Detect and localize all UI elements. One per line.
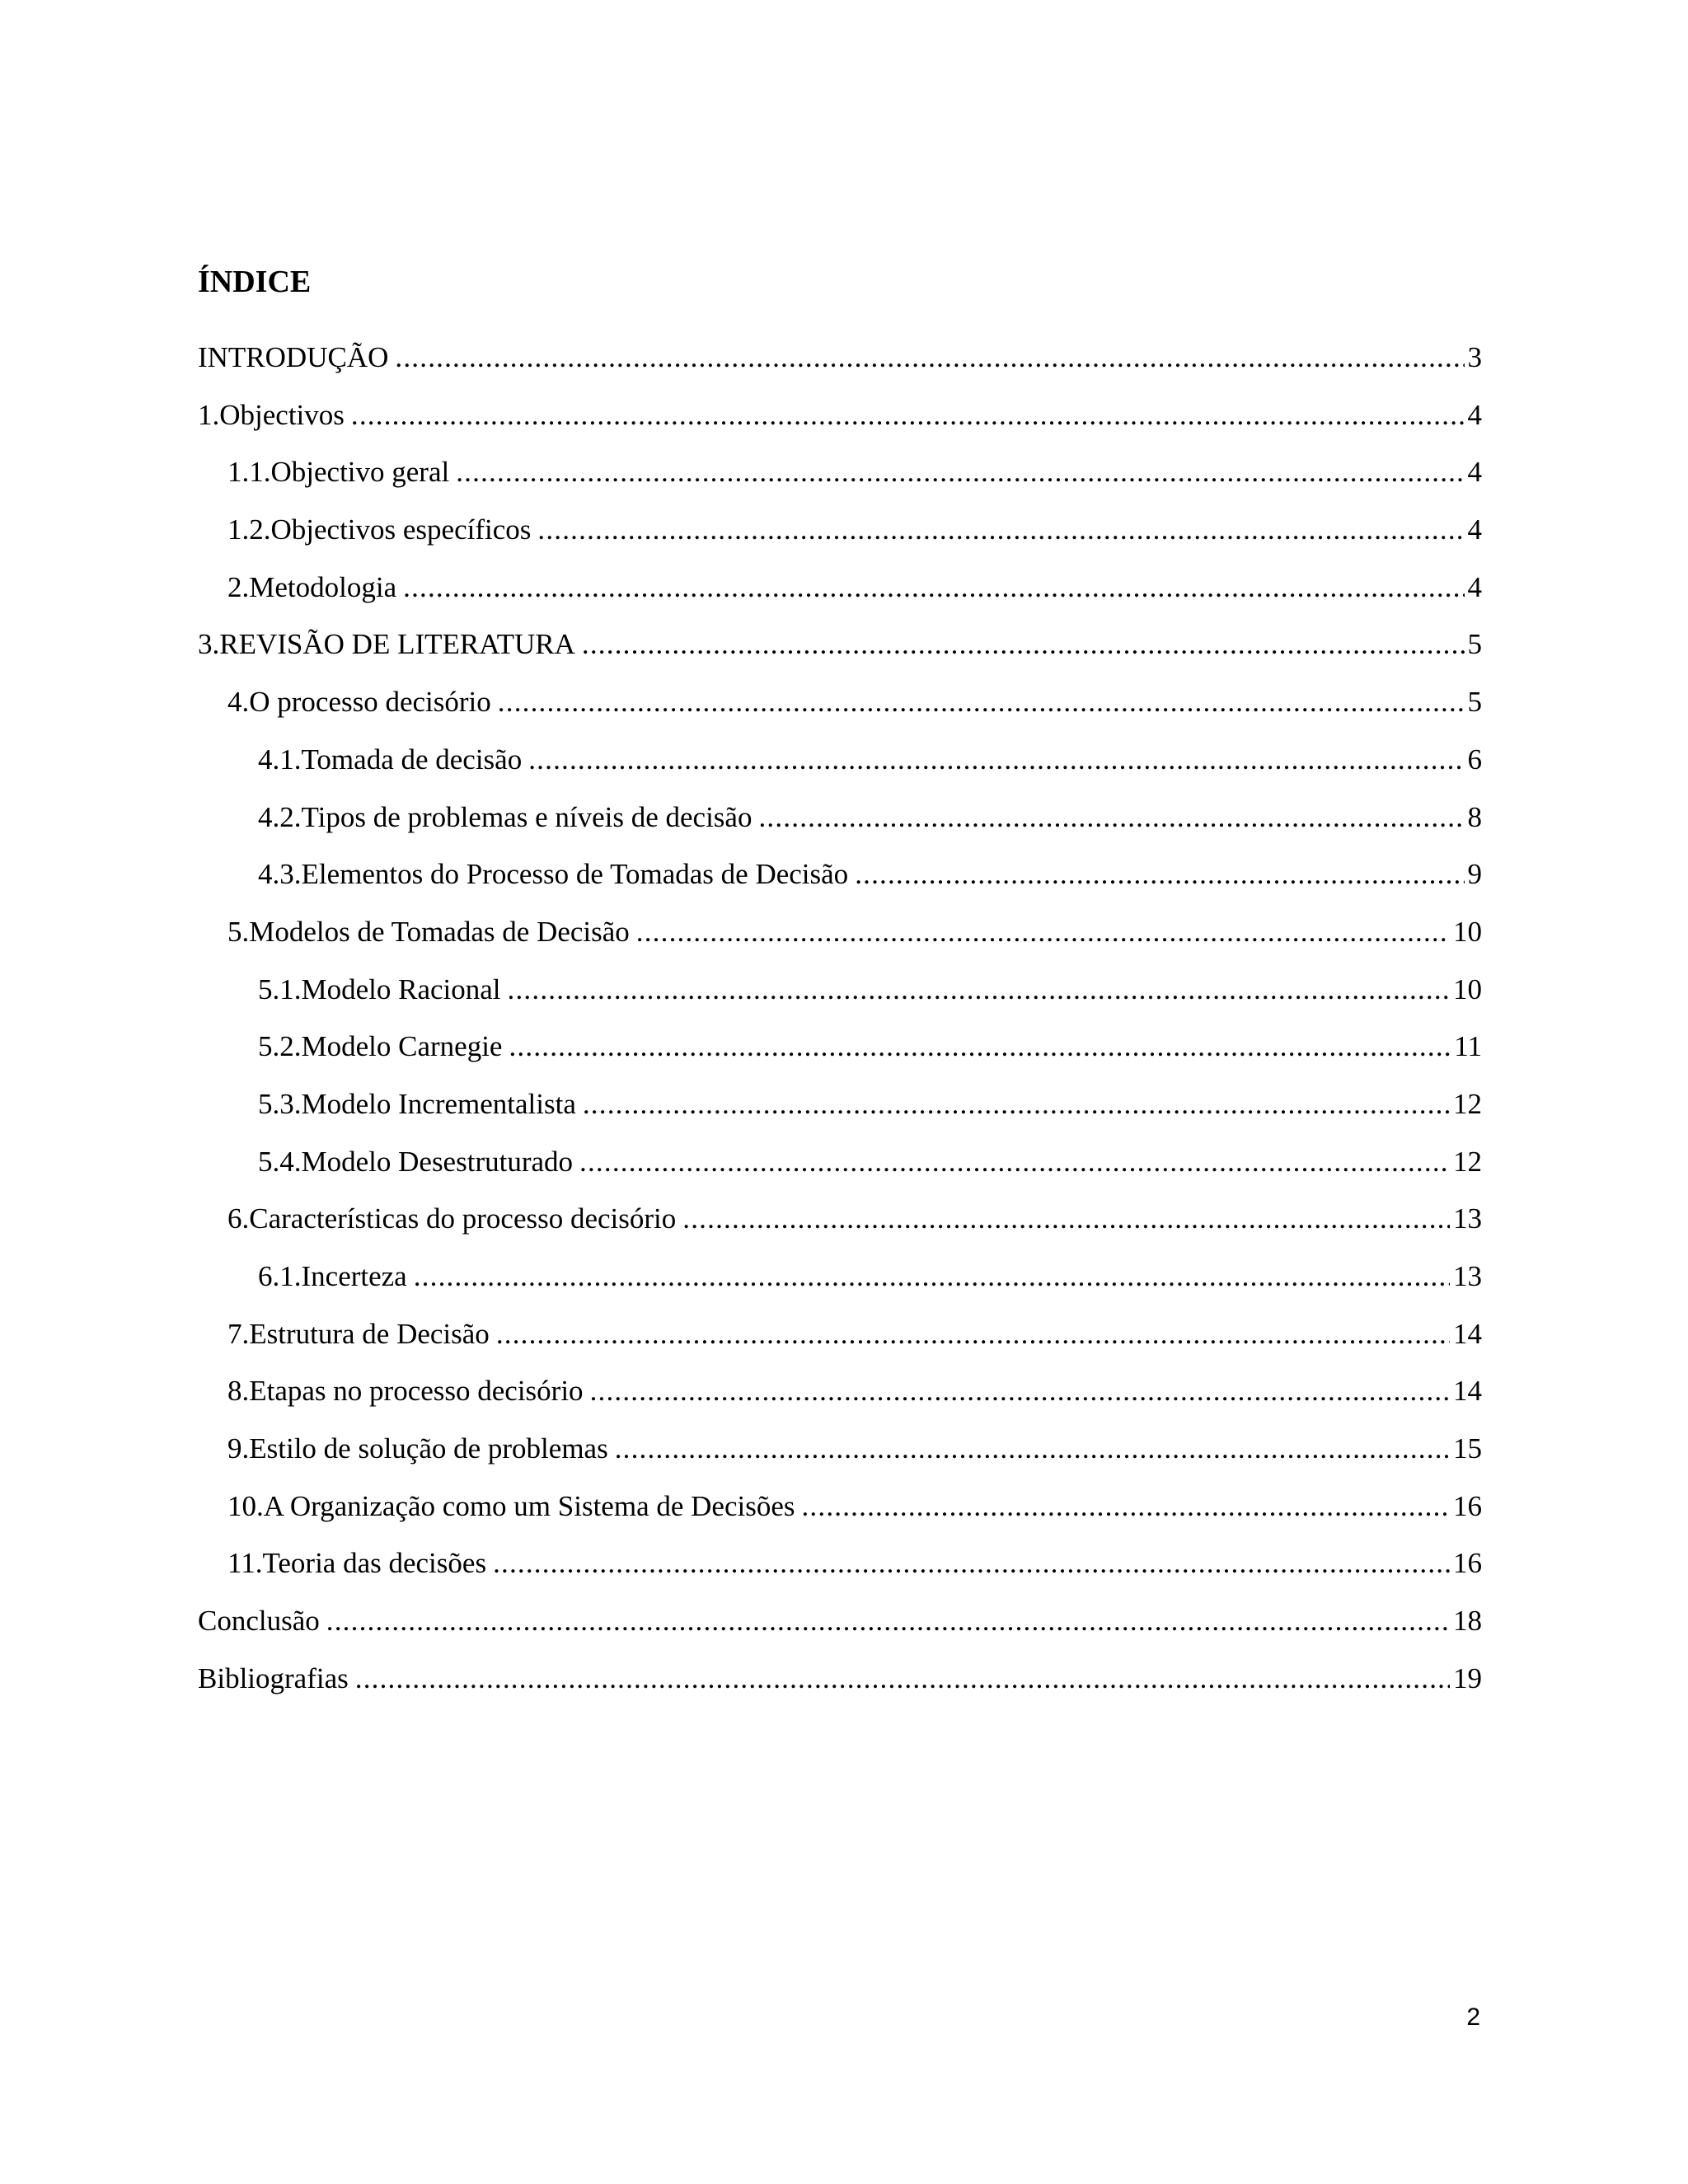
- toc-entry[interactable]: [198, 968, 1482, 1026]
- toc-entry-page: 12: [1453, 1087, 1482, 1120]
- toc-dot-leader: [493, 1542, 1450, 1585]
- toc-dot-leader: [615, 1427, 1450, 1470]
- toc-entry-title: 6.Características do processo decisório: [227, 1202, 677, 1235]
- toc-dot-leader: [537, 509, 1464, 551]
- toc-entry-title: 10.A Organização como um Sistema de Decisões: [227, 1489, 795, 1522]
- toc-entry[interactable]: [198, 623, 1482, 681]
- toc-entry-title: 1.Objectivos: [198, 398, 345, 431]
- toc-entry[interactable]: [198, 681, 1482, 738]
- toc-entry[interactable]: [198, 1657, 1482, 1715]
- toc-entry-title: 1.1.Objectivo geral: [227, 456, 450, 489]
- page-number: 2: [1466, 2004, 1480, 2031]
- toc-dot-leader: [682, 1197, 1450, 1240]
- toc-entry-title: 4.O processo decisório: [227, 686, 491, 719]
- toc-dot-leader: [758, 796, 1464, 839]
- toc-entry-title: 4.1.Tomada de decisão: [258, 743, 523, 776]
- toc-entry-page: 4: [1467, 398, 1482, 431]
- toc-entry[interactable]: [198, 1025, 1482, 1083]
- toc-entry-page: 10: [1453, 972, 1482, 1005]
- toc-entry[interactable]: [198, 1313, 1482, 1371]
- toc-entry-page: 3: [1467, 341, 1482, 373]
- toc-entry[interactable]: [198, 451, 1482, 509]
- toc-dot-leader: [582, 623, 1465, 666]
- toc-dot-leader: [636, 911, 1450, 954]
- toc-entry[interactable]: [198, 796, 1482, 854]
- toc-dot-leader: [403, 566, 1464, 609]
- toc-dot-leader: [496, 1313, 1450, 1356]
- toc-entry-title: 4.2.Tipos de problemas e níveis de decisão: [258, 800, 753, 833]
- toc-entry[interactable]: [198, 1485, 1482, 1543]
- toc-entry[interactable]: [198, 1083, 1482, 1141]
- toc-dot-leader: [801, 1485, 1450, 1528]
- toc-dot-leader: [508, 968, 1450, 1011]
- toc-entry-page: 5: [1467, 628, 1482, 661]
- toc-entry-page: 16: [1453, 1547, 1482, 1580]
- toc-entry-title: INTRODUÇÃO: [198, 341, 389, 373]
- toc-entry-title: 5.3.Modelo Incrementalista: [258, 1087, 576, 1120]
- toc-dot-leader: [528, 738, 1464, 781]
- toc-entry-page: 11: [1454, 1030, 1482, 1063]
- toc-entry-page: 4: [1467, 570, 1482, 603]
- toc-dot-leader: [414, 1255, 1450, 1298]
- toc-entry-title: 2.Metodologia: [227, 570, 397, 603]
- toc-entry-page: 13: [1453, 1260, 1482, 1292]
- toc-entry-page: 14: [1453, 1375, 1482, 1408]
- toc-entry[interactable]: [198, 1370, 1482, 1427]
- toc-entry-page: 12: [1453, 1145, 1482, 1178]
- toc-entry[interactable]: [198, 1600, 1482, 1657]
- toc-entry-title: 5.1.Modelo Racional: [258, 972, 501, 1005]
- toc-entry-page: 5: [1467, 686, 1482, 719]
- toc-dot-leader: [855, 853, 1464, 896]
- toc-entry-page: 4: [1467, 456, 1482, 489]
- table-of-contents: [198, 336, 1482, 1715]
- toc-entry[interactable]: [198, 1427, 1482, 1485]
- toc-entry-page: 6: [1467, 743, 1482, 776]
- toc-entry-page: 18: [1453, 1605, 1482, 1638]
- toc-entry-title: 5.Modelos de Tomadas de Decisão: [227, 915, 630, 948]
- toc-entry[interactable]: [198, 1542, 1482, 1600]
- toc-entry-page: 10: [1453, 915, 1482, 948]
- toc-dot-leader: [583, 1083, 1450, 1126]
- toc-dot-leader: [456, 451, 1464, 494]
- toc-entry[interactable]: [198, 566, 1482, 624]
- toc-entry-page: 4: [1467, 513, 1482, 546]
- toc-entry-page: 9: [1467, 858, 1482, 891]
- toc-entry[interactable]: [198, 336, 1482, 394]
- toc-entry-title: Bibliografias: [198, 1661, 349, 1694]
- toc-dot-leader: [395, 336, 1464, 379]
- toc-entry-page: 14: [1453, 1317, 1482, 1350]
- toc-dot-leader: [509, 1025, 1451, 1068]
- toc-entry-title: 9.Estilo de solução de problemas: [227, 1432, 608, 1465]
- toc-entry-title: Conclusão: [198, 1605, 320, 1638]
- toc-dot-leader: [355, 1657, 1450, 1700]
- toc-entry-title: 5.4.Modelo Desestruturado: [258, 1145, 574, 1178]
- toc-entry[interactable]: [198, 738, 1482, 796]
- toc-entry-page: 16: [1453, 1489, 1482, 1522]
- toc-entry-title: 4.3.Elementos do Processo de Tomadas de Decisão: [258, 858, 849, 891]
- toc-entry-title: 1.2.Objectivos específicos: [227, 513, 532, 546]
- toc-entry-title: 8.Etapas no processo decisório: [227, 1375, 584, 1408]
- toc-entry-page: 19: [1453, 1661, 1482, 1694]
- toc-entry[interactable]: [198, 1197, 1482, 1255]
- toc-heading: ÍNDICE: [198, 265, 312, 299]
- toc-entry-page: 15: [1453, 1432, 1482, 1465]
- toc-dot-leader: [498, 681, 1465, 724]
- toc-entry[interactable]: [198, 911, 1482, 968]
- toc-entry-title: 5.2.Modelo Carnegie: [258, 1030, 503, 1063]
- toc-entry-page: 8: [1467, 800, 1482, 833]
- toc-entry[interactable]: [198, 509, 1482, 566]
- toc-entry-page: 13: [1453, 1202, 1482, 1235]
- toc-entry[interactable]: [198, 1141, 1482, 1198]
- toc-dot-leader: [590, 1370, 1450, 1413]
- toc-dot-leader: [579, 1141, 1450, 1183]
- toc-dot-leader: [326, 1600, 1450, 1643]
- toc-dot-leader: [351, 394, 1465, 437]
- toc-entry[interactable]: [198, 394, 1482, 452]
- toc-entry[interactable]: [198, 1255, 1482, 1313]
- toc-entry-title: 6.1.Incerteza: [258, 1260, 407, 1292]
- toc-entry[interactable]: [198, 853, 1482, 911]
- toc-entry-title: 7.Estrutura de Decisão: [227, 1317, 490, 1350]
- toc-entry-title: 11.Teoria das decisões: [227, 1547, 487, 1580]
- toc-entry-title: 3.REVISÃO DE LITERATURA: [198, 628, 575, 661]
